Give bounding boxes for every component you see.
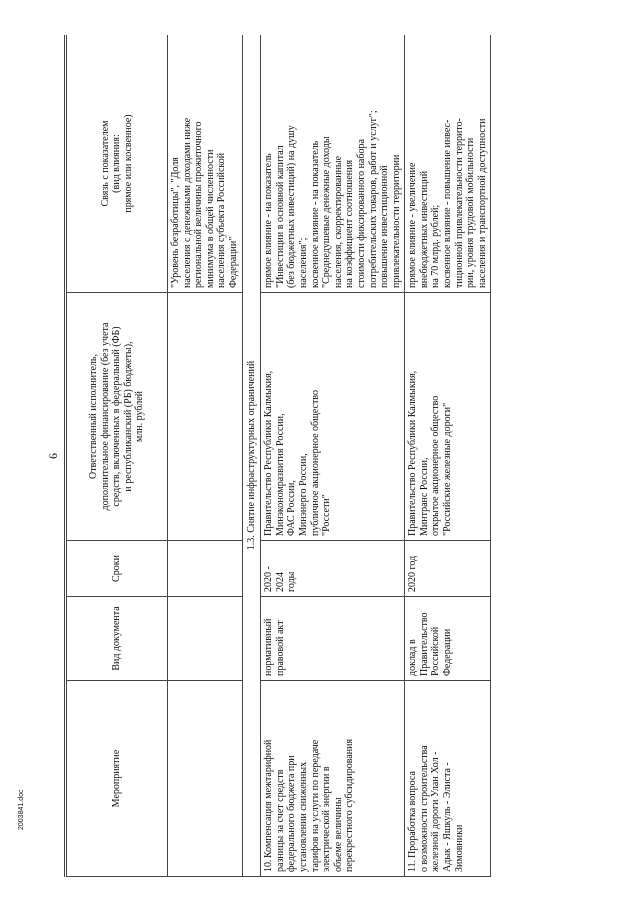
- row-number: 10.: [263, 859, 275, 872]
- page-content: [42, 35, 586, 877]
- file-name-footer: 2003841.doc: [18, 789, 25, 830]
- header-doc-type: Вид документа: [67, 597, 168, 681]
- rotated-page: [42, 35, 586, 877]
- event-text: Проработка вопроса о возможности строительства железной дороги Улан Хол - Адык - Яшкуль - Элиста - Зимовники: [407, 745, 465, 872]
- section-row: [242, 35, 261, 877]
- cell-event: [405, 681, 491, 877]
- cell-link: "Уровень безработицы", "Доля населения с денежными доходами ниже региональной величины прожиточного минимума в общей численности населения субъекта Российской Федерации": [168, 35, 243, 293]
- cell-link: прямое влияние - увеличение внебюджетных инвестиций на 70 млрд. рублей; косвенное влияние - повышение инвес- тиционной привлекательности террито- рии, уровня трудовой мобильности населения и транспортной доступности: [405, 35, 491, 293]
- table-row: [261, 35, 405, 877]
- header-indicator-link: Связь с показателем (вид влияния: прямое или косвенное): [67, 35, 168, 293]
- section-title: 1.3. Снятие инфраструктурных ограничений: [242, 35, 261, 877]
- cell-event: [261, 681, 405, 877]
- cell-doc: нормативный правовой акт: [261, 597, 405, 681]
- table-header-row: [67, 35, 168, 877]
- cell-doc: доклад в Правительство Российской Федерации: [405, 597, 491, 681]
- cell-link: прямое влияние - на показатель "Инвестиции в основной капитал (без бюджетных инвестиций) на душу населения"; косвенное влияние - на показатель "Среднедушевые денежные доходы населения, скорректированные на коэффициент соотношения стоимости фиксированного набора потребительских товаров, работ и услуг"; повышение инвестиционной привлекательности территории: [261, 35, 405, 293]
- cell-event: [168, 681, 243, 877]
- cell-doc: [168, 597, 243, 681]
- header-terms: Сроки: [67, 541, 168, 597]
- table-row: [168, 35, 243, 877]
- event-text: Компенсация межтарифной разницы за счет средств федерального бюджета при установлении сниженных тарифов на услуги по передаче электрической энергии в объеме величины перекрестного субсидирования: [263, 738, 356, 872]
- row-number: 11.: [407, 859, 419, 872]
- page-number: 6: [46, 453, 60, 459]
- cell-term: 2020 год: [405, 541, 491, 597]
- cell-resp: [168, 293, 243, 541]
- cell-resp: Правительство Республики Калмыкия, Минэкономразвития России, ФАС России, Минэнерго России, публичное акционерное общество "Россети": [261, 293, 405, 541]
- cell-resp: Правительство Республики Калмыкия, Минтранс России, открытое акционерное общество "Российские железные дороги": [405, 293, 491, 541]
- header-rule: [64, 35, 65, 877]
- cell-term: 2020 - 2024 годы: [261, 541, 405, 597]
- header-responsible: Ответственный исполнитель, дополнительное финансирование (без учета средств, включенных в федеральный (ФБ) и республиканский (РБ) бюджеты), млн. рублей: [67, 293, 168, 541]
- table-row: [405, 35, 491, 877]
- cell-term: [168, 541, 243, 597]
- header-event: Мероприятие: [67, 681, 168, 877]
- measures-table: [66, 35, 491, 877]
